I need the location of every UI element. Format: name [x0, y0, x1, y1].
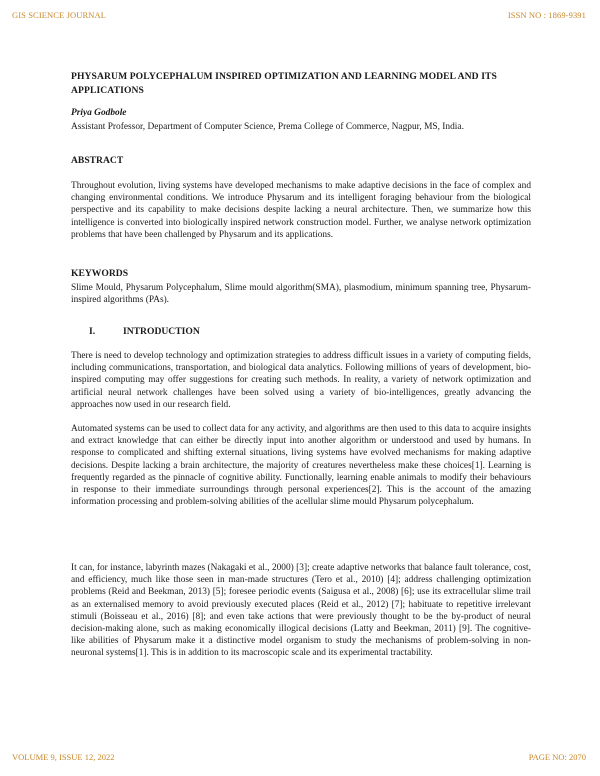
intro-paragraph-1: There is need to develop technology and optimization strategies to address difficult issues in a variety of computing fields, including communications, transportation, and biological data analytics. Following millions of years of development, bio-inspired computing may offer suggestions for creating such methods. In reality, a variety of network optimization and artificial neural network challenges have been solved using a variety of bio-intelligences, greatly advancing the approaches now used in our research field. — [71, 351, 531, 410]
intro-paragraph-3: It can, for instance, labyrinth mazes (Nakagaki et al., 2000) [3]; create adaptive networks that balance fault tolerance, cost, and efficiency, much like those seen in man-made structures (Tero et al., 2010) [4]; address challenging optimization problems (Reid and Beekman, 2013) [5]; foresee periodic events (Saigusa et al., 2008) [6]; use its extracellular slime trail as an externalised memory to avoid previously executed places (Reid et al., 2012) [7]; habituate to repetitive irrelevant stimuli (Boisseau et al., 2016) [8]; and even take actions that were previously thought to be the by-product of neural decision-making alone, such as making economically illogical decisions (Latty and Beekman, 2011) [9]. The cognitive-like abilities of Physarum make it a distinctive model organism to study the mechanisms of problem-solving in non-neuronal systems[1]. This is in addition to its macroscopic scale and its experimental tractability. — [71, 563, 531, 659]
abstract-text: Throughout evolution, living systems have developed mechanisms to make adaptive decisions in the face of complex and changing environmental conditions. We introduce Physarum and its intelligent foraging behaviour from the biological perspective and its capability to make decisions despite lacking a neural architecture. Then, we summarize how this intelligence is converted into biologically inspired network construction model. Further, we analyse network optimization problems that have been challenged by Physarum and its applications. — [71, 181, 531, 240]
author-name: Priya Godbole — [71, 108, 127, 118]
section-number: I. — [89, 326, 96, 337]
keywords-heading: KEYWORDS — [71, 268, 129, 279]
issn-number: ISSN NO : 1869-9391 — [507, 10, 586, 20]
section-heading-introduction: INTRODUCTION — [123, 326, 200, 337]
paper-title: PHYSARUM POLYCEPHALUM INSPIRED OPTIMIZATION AND LEARNING MODEL AND ITS APPLICATIONS — [71, 71, 497, 96]
author-affiliation: Assistant Professor, Department of Computer Science, Prema College of Commerce, Nagpur, MS, India. — [71, 122, 464, 132]
keywords-text: Slime Mould, Physarum Polycephalum, Slime mould algorithm(SMA), plasmodium, minimum spanning tree, Physarum-inspired algorithms (PAs). — [71, 283, 531, 306]
abstract-heading: ABSTRACT — [71, 155, 124, 166]
volume-issue: VOLUME 9, ISSUE 12, 2022 — [12, 752, 115, 762]
intro-paragraph-2: Automated systems can be used to collect data for any activity, and algorithms are then used to this data to acquire insights and extract knowledge that can either be directly input into another algorithm or understood and used by humans. In response to complicated and shifting external situations, living systems have evolved mechanisms for making adaptive decisions. Despite lacking a brain architecture, the majority of creatures nevertheless make these choices[1]. Learning is frequently regarded as the pinnacle of cognitive ability. Functionally, learning enable animals to modify their behaviours in response to their immediate surroundings through personal experiences[2]. This is the account of the amazing information processing and problem-solving abilities of the acellular slime mould Physarum polycephalum. — [71, 424, 531, 508]
page-number: PAGE NO: 2070 — [528, 752, 586, 762]
journal-name: GIS SCIENCE JOURNAL — [12, 10, 106, 20]
